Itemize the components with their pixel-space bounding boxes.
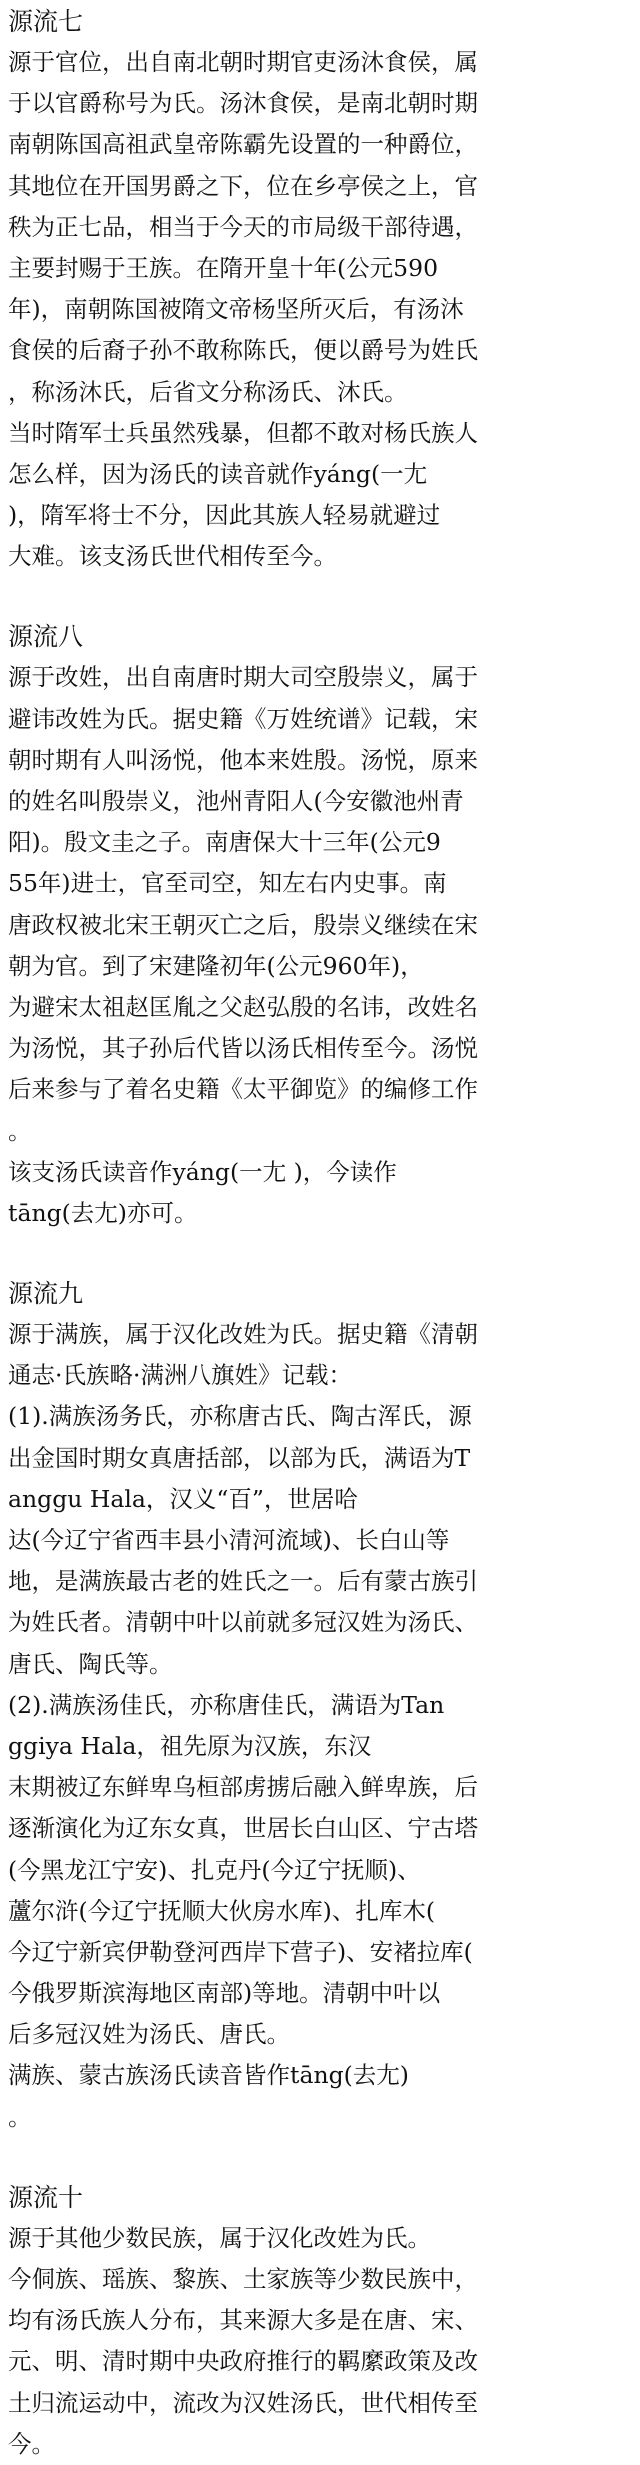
text-line: 今。 <box>8 2429 55 2458</box>
text-line: ggiya Hala，祖先原为汉族，东汉 <box>8 1731 372 1760</box>
text-line: 地，是满族最古老的姓氏之一。后有蒙古族引 <box>8 1567 478 1596</box>
text-line: 为汤悦，其子孙后代皆以汤氏相传至今。汤悦 <box>8 1034 478 1063</box>
text-line: 通志·氏族略·满洲八旗姓》记载： <box>8 1361 352 1390</box>
text-line: 唐政权被北宋王朝灭亡之后，殷崇义继续在宋 <box>8 910 478 939</box>
section-heading: 源流九 <box>8 1279 84 1309</box>
text-line: 后来参与了着名史籍《太平御览》的编修工作 <box>8 1075 478 1104</box>
text-line: 元、明、清时期中央政府推行的羁縻政策及改 <box>8 2347 478 2376</box>
text-line: 源于满族，属于汉化改姓为氏。据史籍《清朝 <box>8 1320 478 1349</box>
text-line: 朝为官。到了宋建隆初年(公元960年)， <box>8 951 424 980</box>
section-origin-7 <box>8 6 628 577</box>
text-line: 末期被辽东鲜卑乌桓部虏掳后融入鲜卑族，后 <box>8 1773 478 1802</box>
text-line: )，隋军将士不分，因此其族人轻易就避过 <box>8 501 441 530</box>
text-line: 均有汤氏族人分布，其来源大多是在唐、宋、 <box>8 2306 478 2335</box>
text-line: 朝时期有人叫汤悦，他本来姓殷。汤悦，原来 <box>8 745 478 774</box>
text-line: (今黑龙江宁安)、扎克丹(今辽宁抚顺)、 <box>8 1855 421 1884</box>
section-origin-9 <box>8 1278 628 2138</box>
text-line: 。 <box>8 1116 32 1145</box>
text-line: 怎么样，因为汤氏的读音就作yáng(一尢 <box>8 459 428 488</box>
text-line: 源于其他少数民族，属于汉化改姓为氏。 <box>8 2223 431 2252</box>
text-line: 大难。该支汤氏世代相传至今。 <box>8 542 337 571</box>
text-line: 蘆尔浒(今辽宁抚顺大伙房水库)、扎库木( <box>8 1896 436 1925</box>
text-line: 其地位在开国男爵之下，位在乡亭侯之上，官 <box>8 171 478 200</box>
text-line: 后多冠汉姓为汤氏、唐氏。 <box>8 2020 290 2049</box>
text-line: 逐渐演化为辽东女真，世居长白山区、宁古塔 <box>8 1814 478 1843</box>
text-line: (1).满族汤务氏，亦称唐古氏、陶古浑氏，源 <box>8 1402 472 1431</box>
text-line: 于以官爵称号为氏。汤沐食侯，是南北朝时期 <box>8 89 478 118</box>
text-line: 。 <box>8 2102 32 2131</box>
text-line: 出金国时期女真唐括部，以部为氏，满语为T <box>8 1443 471 1472</box>
text-line: (2).满族汤佳氏，亦称唐佳氏，满语为Tan <box>8 1690 445 1719</box>
text-line: 满族、蒙古族汤氏读音皆作tāng(去尢) <box>8 2061 409 2090</box>
text-line: anggu Hala，汉义“百”，世居哈 <box>8 1484 358 1513</box>
text-line: ，称汤沐氏，后省文分称汤氏、沐氏。 <box>8 377 408 406</box>
text-line: 阳)。殷文圭之子。南唐保大十三年(公元9 <box>8 828 441 857</box>
text-line: 唐氏、陶氏等。 <box>8 1649 173 1678</box>
text-line: 食侯的后裔子孙不敢称陈氏，便以爵号为姓氏 <box>8 336 478 365</box>
text-line: 年)，南朝陈国被隋文帝杨坚所灭后，有汤沐 <box>8 295 464 324</box>
text-line: 今侗族、瑶族、黎族、土家族等少数民族中， <box>8 2265 478 2293</box>
text-line: 今俄罗斯滨海地区南部)等地。清朝中叶以 <box>8 1979 441 2008</box>
text-line: 今辽宁新宾伊勒登河西岸下营子)、安褚拉库( <box>8 1937 473 1966</box>
text-line: 该支汤氏读音作yáng(一尢 )，今读作 <box>8 1157 397 1186</box>
text-line: 土归流运动中，流改为汉姓汤氏，世代相传至 <box>8 2388 478 2417</box>
text-line: 的姓名叫殷崇义，池州青阳人(今安徽池州青 <box>8 787 464 815</box>
text-line: tāng(去尢)亦可。 <box>8 1198 198 1227</box>
section-heading: 源流七 <box>8 7 84 36</box>
text-line: 源于官位，出自南北朝时期官吏汤沐食侯，属 <box>8 48 478 76</box>
text-line: 为姓氏者。清朝中叶以前就多冠汉姓为汤氏、 <box>8 1608 478 1637</box>
text-line: 达(今辽宁省西丰县小清河流域)、长白山等 <box>8 1526 450 1554</box>
text-line: 避讳改姓为氏。据史籍《万姓统谱》记载，宋 <box>8 704 478 733</box>
text-line: 主要封赐于王族。在隋开皇十年(公元590 <box>8 253 439 282</box>
text-line: 南朝陈国高祖武皇帝陈霸先设置的一种爵位， <box>8 130 478 159</box>
text-line: 为避宋太祖赵匡胤之父赵弘殷的名讳，改姓名 <box>8 992 478 1021</box>
text-line: 秩为正七品，相当于今天的市局级干部待遇， <box>8 212 478 241</box>
section-origin-8 <box>8 621 628 1234</box>
section-origin-10 <box>8 2182 628 2465</box>
text-line: 源于改姓，出自南唐时期大司空殷崇义，属于 <box>8 663 478 692</box>
text-line: 当时隋军士兵虽然残暴，但都不敢对杨氏族人 <box>8 418 478 447</box>
section-heading: 源流十 <box>8 2182 84 2212</box>
text-line: 55年)进士，官至司空，知左右内史事。南 <box>8 869 447 898</box>
section-heading: 源流八 <box>8 622 84 652</box>
